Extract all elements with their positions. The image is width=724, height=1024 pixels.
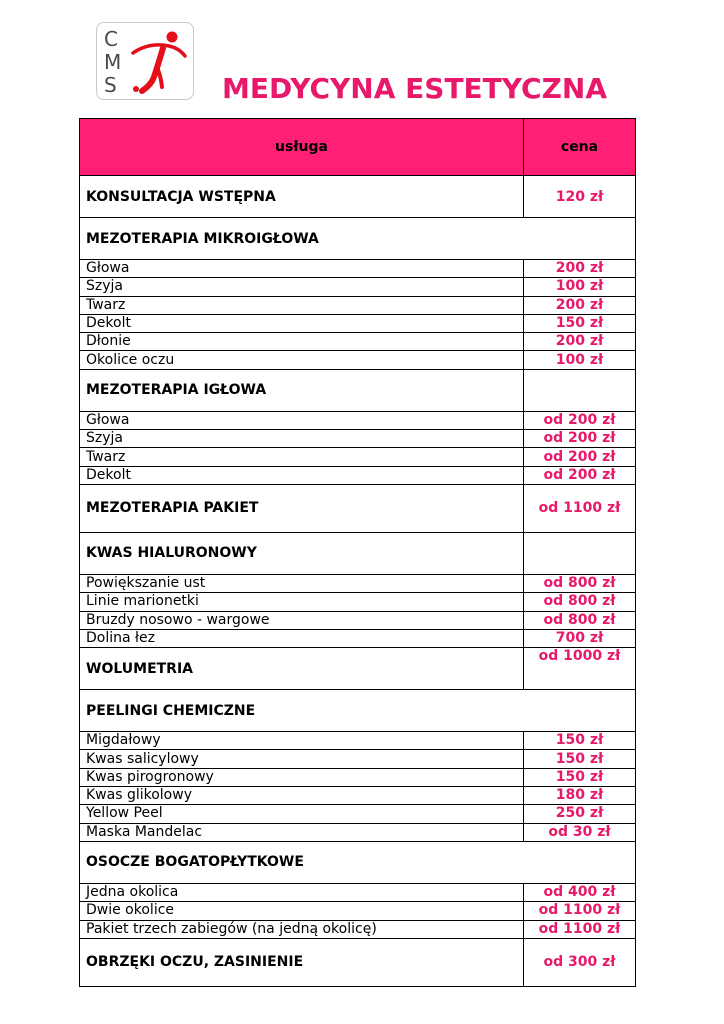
section-row <box>80 690 636 732</box>
table-row <box>80 574 636 592</box>
item-label: Kwas pirogronowy <box>80 768 524 786</box>
section-label: OBRZĘKI OCZU, ZASINIENIE <box>80 938 524 986</box>
page-title: MEDYCYNA ESTETYCZNA <box>222 72 607 105</box>
price-value: od 1000 zł <box>524 648 636 690</box>
table-row <box>80 787 636 805</box>
item-label: Dwie okolice <box>80 902 524 920</box>
table-header-row <box>80 119 636 176</box>
price-value: 150 zł <box>524 314 636 332</box>
empty-cell <box>524 369 636 411</box>
item-label: Twarz <box>80 448 524 466</box>
table-row <box>80 629 636 647</box>
logo-letter-m: M <box>104 50 123 74</box>
price-value: od 800 zł <box>524 574 636 592</box>
item-label: Linie marionetki <box>80 593 524 611</box>
price-value: 120 zł <box>524 176 636 218</box>
section-row <box>80 841 636 883</box>
price-value: 100 zł <box>524 278 636 296</box>
item-label: Okolice oczu <box>80 351 524 369</box>
item-label: Szyja <box>80 430 524 448</box>
table-row <box>80 466 636 484</box>
section-row <box>80 176 636 218</box>
table-row <box>80 732 636 750</box>
logo-letter-c: C <box>104 27 119 51</box>
price-value: od 200 zł <box>524 448 636 466</box>
section-label: MEZOTERAPIA IGŁOWA <box>80 369 524 411</box>
price-value: od 200 zł <box>524 411 636 429</box>
item-label: Dolina łez <box>80 629 524 647</box>
item-label: Maska Mandelac <box>80 823 524 841</box>
price-value: od 400 zł <box>524 883 636 901</box>
table-row <box>80 768 636 786</box>
item-label: Dłonie <box>80 333 524 351</box>
item-label: Kwas salicylowy <box>80 750 524 768</box>
item-label: Szyja <box>80 278 524 296</box>
item-label: Dekolt <box>80 466 524 484</box>
table-row <box>80 430 636 448</box>
table-row <box>80 296 636 314</box>
price-value: 200 zł <box>524 296 636 314</box>
table-row <box>80 448 636 466</box>
price-value: od 200 zł <box>524 430 636 448</box>
section-row <box>80 369 636 411</box>
item-label: Głowa <box>80 411 524 429</box>
item-label: Głowa <box>80 260 524 278</box>
table-row <box>80 883 636 901</box>
price-value: 250 zł <box>524 805 636 823</box>
price-value: 150 zł <box>524 732 636 750</box>
item-label: Jedna okolica <box>80 883 524 901</box>
item-label: Kwas glikolowy <box>80 787 524 805</box>
header-service: usługa <box>80 119 524 176</box>
table-row <box>80 260 636 278</box>
section-row <box>80 484 636 532</box>
section-label: WOLUMETRIA <box>80 648 524 690</box>
price-value: od 300 zł <box>524 938 636 986</box>
cms-logo <box>96 22 194 100</box>
table-row <box>80 611 636 629</box>
price-value: 200 zł <box>524 333 636 351</box>
item-label: Yellow Peel <box>80 805 524 823</box>
price-value: od 30 zł <box>524 823 636 841</box>
item-label: Migdałowy <box>80 732 524 750</box>
price-value: 700 zł <box>524 629 636 647</box>
price-value: od 1100 zł <box>524 920 636 938</box>
table-row <box>80 823 636 841</box>
price-value: od 800 zł <box>524 611 636 629</box>
table-row <box>80 351 636 369</box>
table-row <box>80 314 636 332</box>
section-label: MEZOTERAPIA PAKIET <box>80 484 524 532</box>
table-row <box>80 902 636 920</box>
price-value: 100 zł <box>524 351 636 369</box>
table-row <box>80 750 636 768</box>
item-label: Bruzdy nosowo - wargowe <box>80 611 524 629</box>
runner-figure-icon <box>127 27 191 97</box>
table-row <box>80 593 636 611</box>
empty-cell <box>524 532 636 574</box>
price-value: od 200 zł <box>524 466 636 484</box>
section-label: PEELINGI CHEMICZNE <box>80 690 636 732</box>
section-label: KONSULTACJA WSTĘPNA <box>80 176 524 218</box>
price-value: od 800 zł <box>524 593 636 611</box>
table-row <box>80 411 636 429</box>
price-value: od 1100 zł <box>524 484 636 532</box>
section-row <box>80 218 636 260</box>
logo-letter-s: S <box>104 73 118 97</box>
section-label: KWAS HIALURONOWY <box>80 532 524 574</box>
item-label: Pakiet trzech zabiegów (na jedną okolicę) <box>80 920 524 938</box>
section-row <box>80 938 636 986</box>
header-price: cena <box>524 119 636 176</box>
price-table <box>79 118 636 987</box>
table-row <box>80 278 636 296</box>
item-label: Powiększanie ust <box>80 574 524 592</box>
price-value: od 1100 zł <box>524 902 636 920</box>
price-value: 180 zł <box>524 787 636 805</box>
table-row <box>80 920 636 938</box>
section-label: MEZOTERAPIA MIKROIGŁOWA <box>80 218 636 260</box>
section-label: OSOCZE BOGATOPŁYTKOWE <box>80 841 636 883</box>
item-label: Twarz <box>80 296 524 314</box>
section-row <box>80 532 636 574</box>
item-label: Dekolt <box>80 314 524 332</box>
price-value: 150 zł <box>524 768 636 786</box>
price-value: 150 zł <box>524 750 636 768</box>
price-value: 200 zł <box>524 260 636 278</box>
table-row <box>80 333 636 351</box>
section-row <box>80 648 636 690</box>
table-row <box>80 805 636 823</box>
